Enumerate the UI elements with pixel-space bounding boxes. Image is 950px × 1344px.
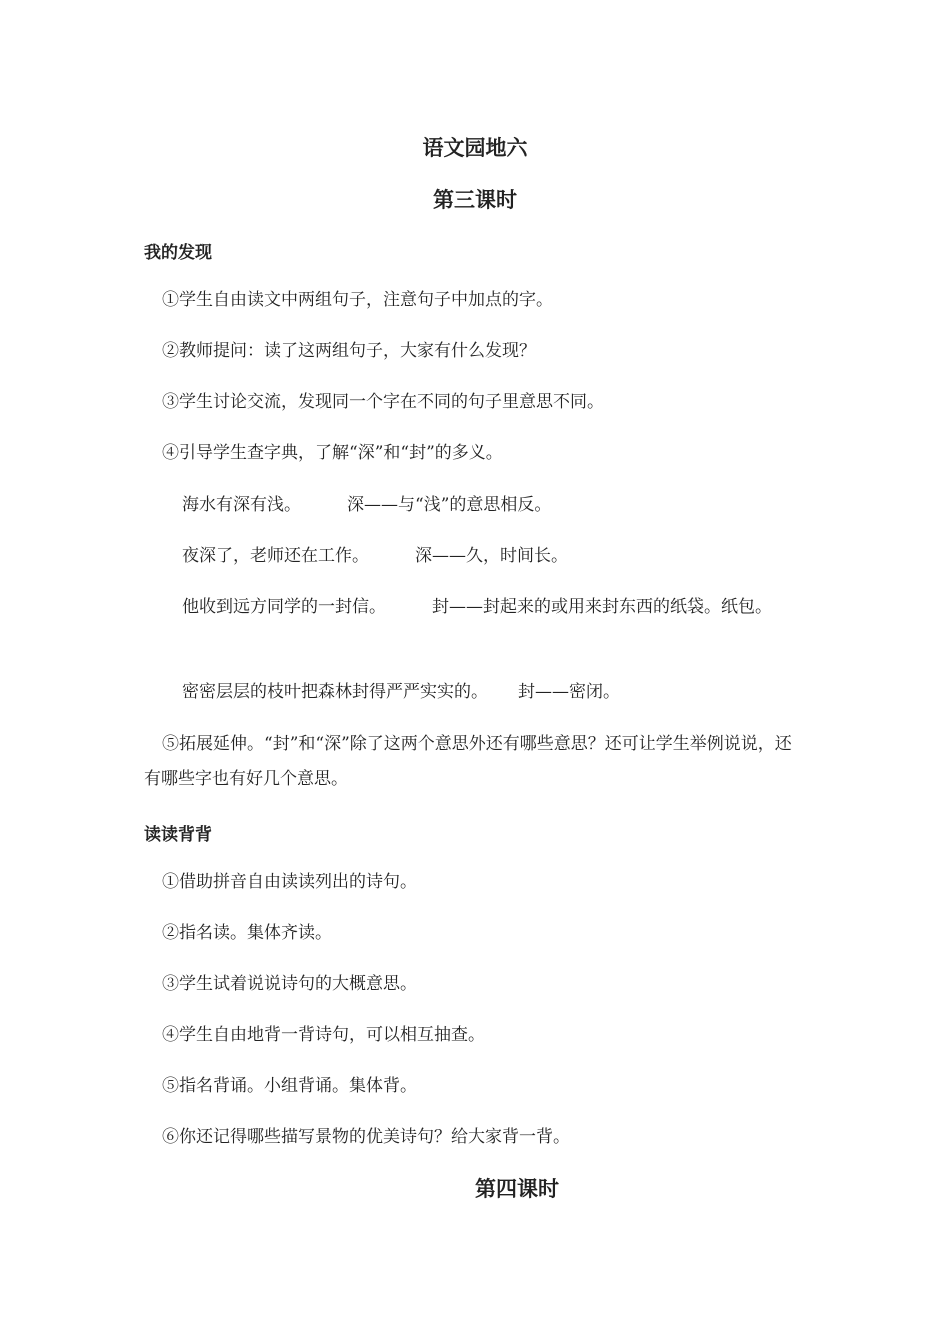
step-item: ④学生自由地背一背诗句，可以相互抽查。 — [162, 1025, 485, 1045]
step-item: ①学生自由读文中两组句子，注意句子中加点的字。 — [162, 290, 553, 310]
step-item: ③学生试着说说诗句的大概意思。 — [162, 974, 417, 994]
section-heading-read-recite: 读读背背 — [144, 825, 212, 845]
example-line — [182, 488, 551, 523]
section-heading-my-discovery: 我的发现 — [144, 243, 212, 263]
step-item: ⑤拓展延伸。“封”和“深”除了这两个意思外还有哪些意思？还可让学生举例说说，还有哪些字也有好几个意思。 — [144, 734, 792, 789]
step-item: ④引导学生查字典，了解“深”和“封”的多义。 — [162, 443, 503, 463]
step-item: ①借助拼音自由读读列出的诗句。 — [162, 872, 417, 892]
example-sentence: 海水有深有浅。 — [182, 495, 301, 515]
example-meaning: 深——久，时间长。 — [415, 546, 568, 566]
example-line — [144, 590, 804, 625]
step-item: ③学生讨论交流，发现同一个字在不同的句子里意思不同。 — [162, 392, 604, 412]
step-item: ⑤指名背诵。小组背诵。集体背。 — [162, 1076, 417, 1096]
example-meaning: 深——与“浅”的意思相反。 — [347, 495, 552, 515]
example-meaning: 封——密闭。 — [518, 682, 620, 702]
lesson-3-title: 第三课时 — [433, 188, 517, 212]
step-item: ②指名读。集体齐读。 — [162, 923, 332, 943]
document-title: 语文园地六 — [422, 136, 528, 160]
example-sentence: 夜深了，老师还在工作。 — [182, 546, 369, 566]
example-sentence: 密密层层的枝叶把森林封得严严实实的。 — [182, 682, 488, 702]
lesson-4-title: 第四课时 — [475, 1177, 559, 1201]
step-item: ⑥你还记得哪些描写景物的优美诗句？给大家背一背。 — [162, 1127, 570, 1147]
example-line — [182, 539, 568, 574]
step-item: ②教师提问：读了这两组句子，大家有什么发现？ — [162, 341, 536, 361]
example-sentence: 他收到远方同学的一封信。 — [182, 597, 386, 617]
example-line — [182, 675, 620, 710]
example-meaning: 封——封起来的或用来封东西的纸袋。纸包。 — [432, 597, 772, 617]
